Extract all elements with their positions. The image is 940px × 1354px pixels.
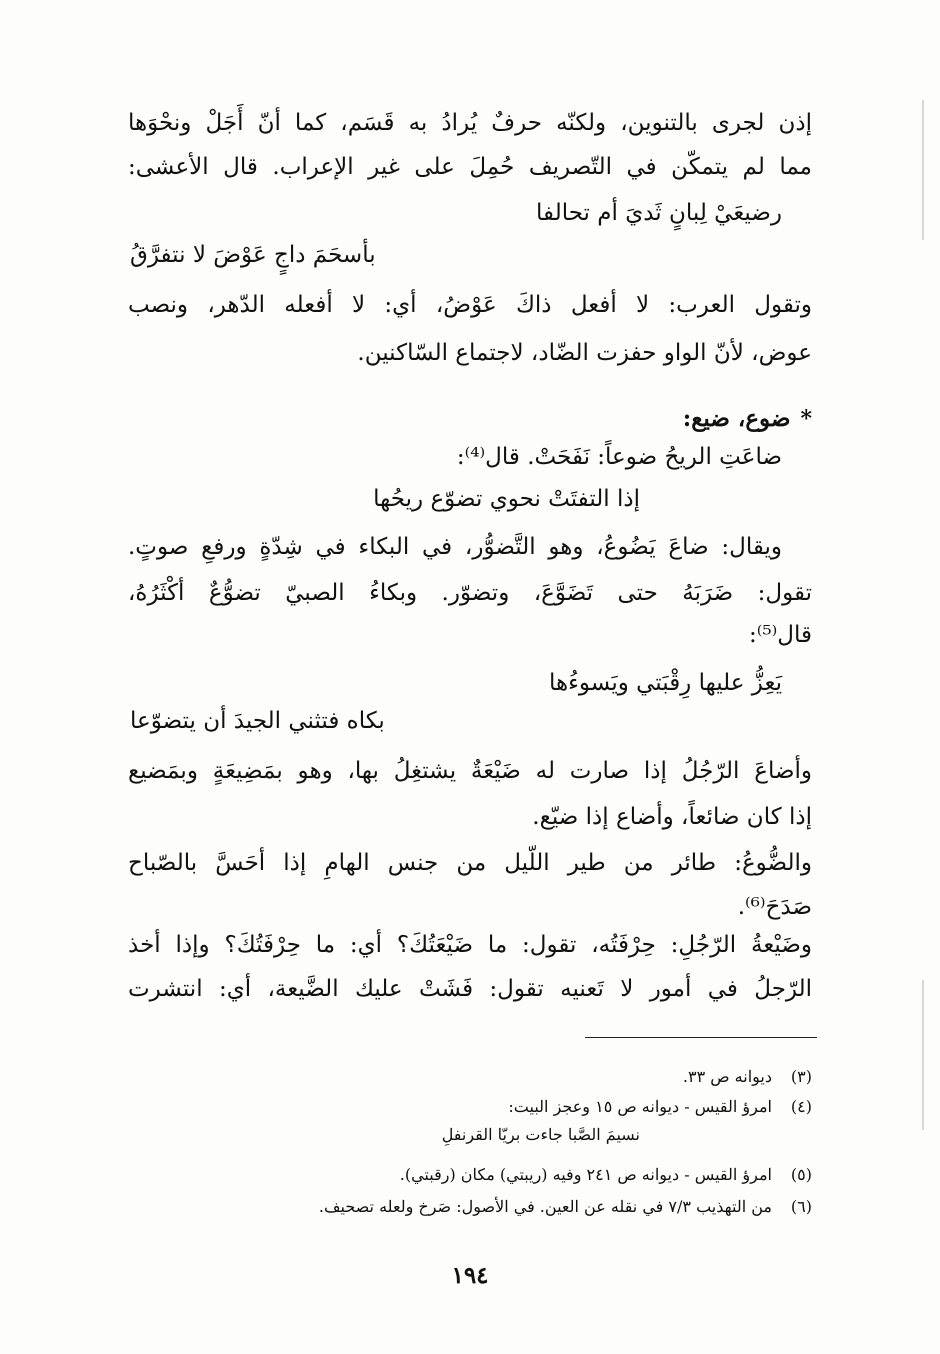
body-line: والضُّوعُ: طائر من طير اللّيل من جنس الهامِ إذا أحَسَّ بالصّباح: [128, 850, 812, 876]
footnote-number: (٥): [790, 1165, 812, 1184]
entry-heading: [683, 404, 812, 434]
footnote-number: (٤): [790, 1097, 812, 1116]
footnote: [319, 1196, 812, 1218]
footnote-text: امرؤ القيس - ديوانه ص ٢٤١ وفيه (ريبتي) مكان (رقبتي).: [399, 1165, 772, 1184]
verse-line: إذا التفتَتْ نحوي تضوّع ريحُها: [373, 486, 640, 512]
page-edge-mark: [922, 980, 924, 1130]
footnote-divider: [585, 1037, 817, 1038]
body-line: إذا كان ضائعاً، وأضاع إذا ضيّع.: [532, 804, 812, 830]
body-line: قال⁽⁵⁾:: [748, 622, 812, 648]
body-line: مما لم يتمكّن في التّصريف حُمِلَ على غير الإعراب. قال الأعشى:: [128, 154, 812, 180]
body-line: صَدَحَ⁽⁶⁾.: [737, 894, 812, 920]
footnote: [508, 1096, 812, 1118]
footnote-verse-text: نسيمَ الصَّبا جاءت بريّا القرنفلِ: [441, 1125, 640, 1144]
footnote-text: ديوانه ص ٣٣.: [682, 1067, 772, 1086]
page-edge-mark: [922, 100, 924, 240]
verse-line: بأسحَمَ داجٍ عَوْضَ لا نتفرَّقُ: [130, 242, 376, 268]
body-line: الرّجلُ في أمور لا تَعنيه تقول: فَشَتْ عليك الضَّيعة، أي: انتشرت: [128, 976, 812, 1002]
body-line: وأضاعَ الرّجُلُ إذا صارت له ضَيْعَةٌ يشتغِلُ بها، وهو بمَضِيعَةٍ وبمَضيع: [128, 758, 812, 784]
footnote-number: (٣): [790, 1067, 812, 1086]
entry-heading-text: ضوع، ضيع:: [682, 405, 791, 432]
body-line: إذن لجرى بالتنوين، ولكنّه حرفٌ يُرادُ به قَسَم، كما أنّ أَجَلْ ونحْوَها: [128, 110, 812, 136]
footnote: [683, 1066, 812, 1088]
body-line: وضَيْعةُ الرّجُلِ: حِرْفَتُه، تقول: ما ضَيْعَتُكَ؟ أي: ما حِرْفَتُكَ؟ وإذا أخذ: [128, 932, 812, 958]
body-line: ويقال: ضاعَ يَضُوعُ، وهو التَّضوُّر، في البكاء في شِدّةٍ ورفعِ صوتٍ.: [128, 534, 782, 560]
body-line: عوض، لأنّ الواو حفزت الضّاد، لاجتماع السّاكنين.: [357, 340, 812, 366]
page-number: ١٩٤: [451, 1262, 489, 1289]
body-line: ضاعَتِ الريحُ ضوعاً: نَفَحَتْ. قال⁽⁴⁾:: [456, 444, 782, 470]
footnote-text: امرؤ القيس - ديوانه ص ١٥ وعجز البيت:: [508, 1097, 772, 1116]
body-line: وتقول العرب: لا أفعل ذاكَ عَوْضُ، أي: لا أفعله الدّهر، ونصب: [128, 292, 812, 318]
footnote-verse: [442, 1124, 640, 1146]
verse-line: يَعِزُّ عليها رِقْبَتي ويَسوءُها: [548, 670, 782, 696]
footnote-text: من التهذيب ٧/٣ في نقله عن العين. في الأصول: صَرخ ولعله تصحيف.: [318, 1197, 772, 1216]
footnote-number: (٦): [790, 1197, 812, 1216]
verse-line: بكاه فتثني الجيدَ أن يتضوّعا: [130, 708, 385, 734]
asterisk-icon: *: [800, 406, 812, 432]
footnote: [400, 1164, 812, 1186]
verse-line: رضيعَيْ لِبانٍ ثَديَ أم تحالفا: [536, 200, 782, 226]
body-line: تقول: ضَرَبَهُ حتى تَضَوَّعَ، وتضوّر. وبكاءُ الصبيّ تضوُّعٌ أكْثَرُهُ،: [128, 580, 812, 606]
